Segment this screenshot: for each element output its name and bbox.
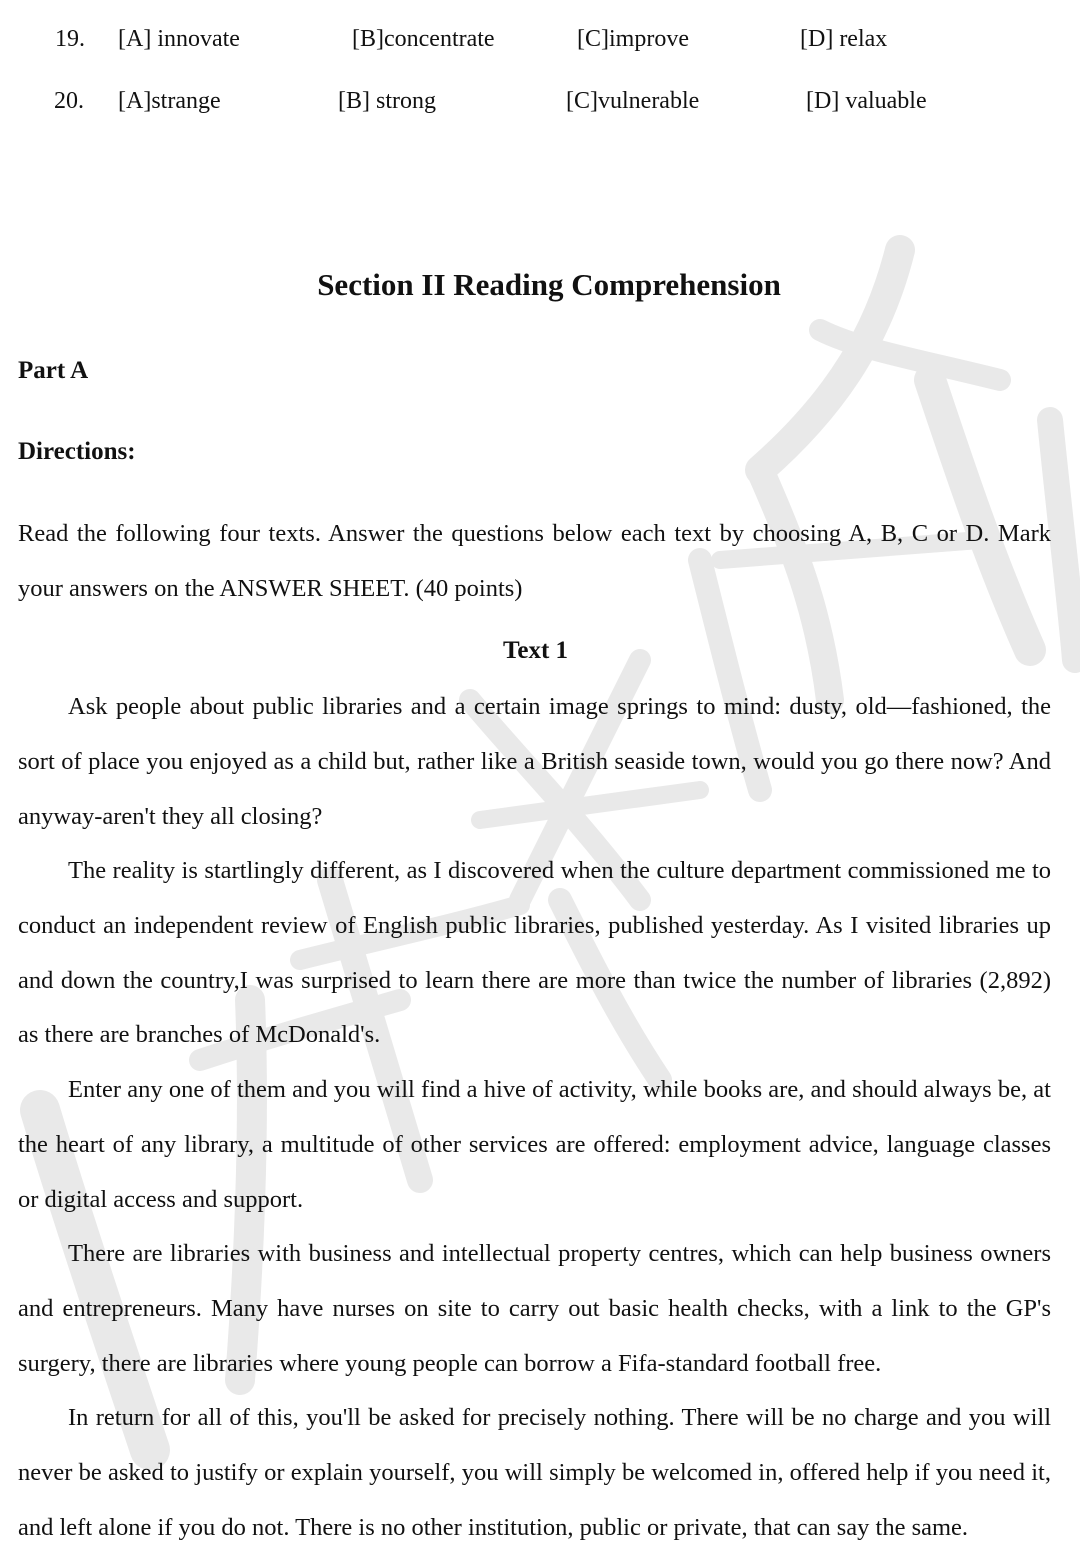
question-number: 19.	[55, 26, 85, 52]
text-title: Text 1	[502, 637, 569, 664]
option-d: [D] valuable	[806, 88, 927, 114]
paragraph-4: There are libraries with business and intellectual property centres, which can help business owners and entrepreneurs. Many have nurses on site to carry out basic health checks, with a link to the GP's surgery, there are libraries where young people can borrow a Fifa-standard football free.	[18, 1240, 1051, 1377]
paragraph-5: In return for all of this, you'll be asked for precisely nothing. There will be no charge and you will never be asked to justify or explain yourself, you will simply be welcomed in, offered help if you need it, and left alone if you do not. There is no other institution, public or private, that can say the same.	[18, 1404, 1051, 1541]
paragraph-2: The reality is startlingly different, as I discovered when the culture department commissioned me to conduct an independent review of English public libraries, published yesterday. As I visited libraries up and down the country,I was surprised to learn there are more than twice the number of libraries (2,892) as there are branches of McDonald's.	[18, 857, 1051, 1049]
option-c: [C]vulnerable	[566, 88, 700, 114]
option-d: [D] relax	[800, 26, 888, 52]
part-title: Part A	[18, 357, 89, 384]
option-b: [B] strong	[338, 88, 436, 114]
paragraph-1: Ask people about public libraries and a certain image springs to mind: dusty, old—fashioned, the sort of place you enjoyed as a child but, rather like a British seaside town, would you go there now? And anyway-aren't they all closing?	[18, 693, 1051, 830]
directions-title: Directions:	[18, 438, 136, 465]
question-20	[0, 83, 1080, 119]
option-a: [A]strange	[118, 88, 221, 114]
directions-text: Read the following four texts. Answer the questions below each text by choosing A, B, C or D. Mark your answers on the ANSWER SHEET. (40 points)	[18, 520, 1051, 602]
question-19	[0, 21, 1080, 57]
option-b: [B]concentrate	[352, 26, 495, 52]
option-c: [C]improve	[577, 26, 689, 52]
option-a: [A] innovate	[118, 26, 240, 52]
section-title: Section II Reading Comprehension	[317, 267, 781, 302]
question-number: 20.	[54, 88, 84, 114]
paragraph-3: Enter any one of them and you will find a hive of activity, while books are, and should always be, at the heart of any library, a multitude of other services are offered: employment advice, language classes or digital access and support.	[18, 1076, 1051, 1213]
